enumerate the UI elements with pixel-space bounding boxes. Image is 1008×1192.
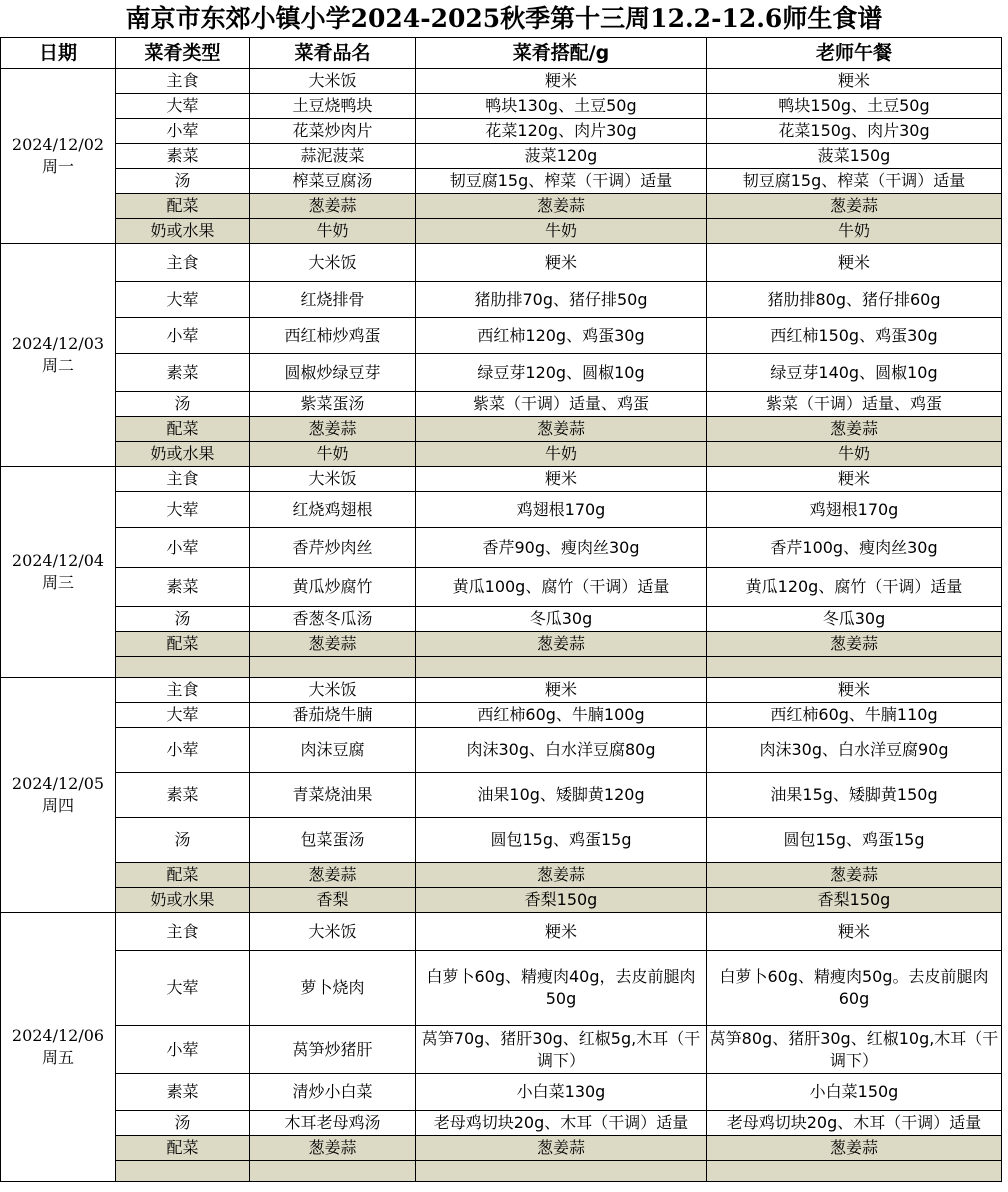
teacher-lunch-cell: 西红柿150g、鸡蛋30g	[707, 318, 1002, 354]
dish-type-cell: 主食	[116, 678, 250, 703]
dish-name-cell: 肉沫豆腐	[250, 728, 416, 773]
date-cell: 2024/12/05 周四	[1, 678, 116, 913]
dish-name-cell: 榨菜豆腐汤	[250, 169, 416, 194]
dish-name-cell: 葱姜蒜	[250, 863, 416, 888]
dish-type-cell: 大荤	[116, 703, 250, 728]
header-row	[1, 38, 1002, 69]
dish-type-cell: 配菜	[116, 194, 250, 219]
teacher-lunch-cell: 鸭块150g、土豆50g	[707, 94, 1002, 119]
dish-type-cell: 大荤	[116, 492, 250, 528]
ingredients-cell: 粳米	[416, 69, 707, 94]
ingredients-cell: 鸡翅根170g	[416, 492, 707, 528]
dish-type-cell: 素菜	[116, 1074, 250, 1111]
dish-type-cell: 汤	[116, 607, 250, 632]
dish-name-cell: 葱姜蒜	[250, 194, 416, 219]
ingredients-cell: 香芹90g、瘦肉丝30g	[416, 528, 707, 568]
ingredients-cell: 冬瓜30g	[416, 607, 707, 632]
dish-name-cell: 圆椒炒绿豆芽	[250, 354, 416, 392]
dish-name-cell: 萝卜烧肉	[250, 951, 416, 1026]
ingredients-cell: 猪肋排70g、猪仔排50g	[416, 282, 707, 318]
table-row	[1, 1074, 1002, 1111]
ingredients-cell: 葱姜蒜	[416, 417, 707, 442]
dish-name-cell: 包菜蛋汤	[250, 818, 416, 863]
teacher-lunch-cell: 香芹100g、瘦肉丝30g	[707, 528, 1002, 568]
table-row	[1, 678, 1002, 703]
ingredients-cell: 小白菜130g	[416, 1074, 707, 1111]
date-cell: 2024/12/06 周五	[1, 913, 116, 1182]
dish-name-cell: 香芹炒肉丝	[250, 528, 416, 568]
teacher-lunch-cell: 老母鸡切块20g、木耳（干调）适量	[707, 1111, 1002, 1136]
teacher-lunch-cell: 油果15g、矮脚黄150g	[707, 773, 1002, 818]
teacher-lunch-cell: 小白菜150g	[707, 1074, 1002, 1111]
table-row	[1, 773, 1002, 818]
dish-type-cell	[116, 1161, 250, 1182]
dish-name-cell: 大米饭	[250, 467, 416, 492]
ingredients-cell: 粳米	[416, 913, 707, 951]
dish-name-cell	[250, 1161, 416, 1182]
header-teacher-lunch: 老师午餐	[707, 38, 1002, 69]
header-dish-name: 菜肴品名	[250, 38, 416, 69]
dish-name-cell: 青菜烧油果	[250, 773, 416, 818]
header-ingredients: 菜肴搭配/g	[416, 38, 707, 69]
table-row	[1, 282, 1002, 318]
teacher-lunch-cell: 圆包15g、鸡蛋15g	[707, 818, 1002, 863]
table-row	[1, 194, 1002, 219]
dish-name-cell: 莴笋炒猪肝	[250, 1026, 416, 1074]
teacher-lunch-cell: 黄瓜120g、腐竹（干调）适量	[707, 568, 1002, 607]
dish-name-cell: 葱姜蒜	[250, 1136, 416, 1161]
ingredients-cell: 绿豆芽120g、圆椒10g	[416, 354, 707, 392]
ingredients-cell: 西红柿120g、鸡蛋30g	[416, 318, 707, 354]
dish-type-cell: 小荤	[116, 728, 250, 773]
date-cell: 2024/12/02 周一	[1, 69, 116, 244]
teacher-lunch-cell: 绿豆芽140g、圆椒10g	[707, 354, 1002, 392]
table-row	[1, 703, 1002, 728]
dish-type-cell: 大荤	[116, 94, 250, 119]
header-date: 日期	[1, 38, 116, 69]
dish-name-cell: 大米饭	[250, 69, 416, 94]
table-row	[1, 442, 1002, 467]
table-row	[1, 244, 1002, 282]
ingredients-cell: 油果10g、矮脚黄120g	[416, 773, 707, 818]
ingredients-cell: 黄瓜100g、腐竹（干调）适量	[416, 568, 707, 607]
dish-type-cell: 大荤	[116, 282, 250, 318]
dish-type-cell: 主食	[116, 244, 250, 282]
teacher-lunch-cell: 西红柿60g、牛腩110g	[707, 703, 1002, 728]
ingredients-cell: 粳米	[416, 678, 707, 703]
ingredients-cell: 粳米	[416, 467, 707, 492]
table-row	[1, 492, 1002, 528]
dish-type-cell: 素菜	[116, 773, 250, 818]
dish-type-cell: 小荤	[116, 528, 250, 568]
table-row	[1, 657, 1002, 678]
table-row	[1, 951, 1002, 1026]
table-row	[1, 913, 1002, 951]
table-row	[1, 1111, 1002, 1136]
table-row	[1, 728, 1002, 773]
ingredients-cell: 牛奶	[416, 219, 707, 244]
teacher-lunch-cell: 花菜150g、肉片30g	[707, 119, 1002, 144]
dish-name-cell: 花菜炒肉片	[250, 119, 416, 144]
teacher-lunch-cell: 猪肋排80g、猪仔排60g	[707, 282, 1002, 318]
dish-name-cell: 香梨	[250, 888, 416, 913]
table-row	[1, 607, 1002, 632]
dish-type-cell: 汤	[116, 818, 250, 863]
dish-type-cell: 奶或水果	[116, 442, 250, 467]
teacher-lunch-cell: 葱姜蒜	[707, 1136, 1002, 1161]
dish-name-cell: 红烧排骨	[250, 282, 416, 318]
dish-name-cell: 番茄烧牛腩	[250, 703, 416, 728]
ingredients-cell: 花菜120g、肉片30g	[416, 119, 707, 144]
ingredients-cell: 葱姜蒜	[416, 632, 707, 657]
table-row	[1, 169, 1002, 194]
dish-name-cell: 紫菜蛋汤	[250, 392, 416, 417]
table-row	[1, 888, 1002, 913]
dish-type-cell: 奶或水果	[116, 888, 250, 913]
dish-name-cell: 香葱冬瓜汤	[250, 607, 416, 632]
dish-type-cell: 小荤	[116, 1026, 250, 1074]
ingredients-cell: 葱姜蒜	[416, 194, 707, 219]
dish-name-cell: 大米饭	[250, 678, 416, 703]
teacher-lunch-cell: 紫菜（干调）适量、鸡蛋	[707, 392, 1002, 417]
ingredients-cell: 鸭块130g、土豆50g	[416, 94, 707, 119]
teacher-lunch-cell: 肉沫30g、白水洋豆腐90g	[707, 728, 1002, 773]
dish-type-cell: 素菜	[116, 568, 250, 607]
dish-type-cell: 主食	[116, 467, 250, 492]
dish-type-cell: 素菜	[116, 144, 250, 169]
menu-table	[0, 37, 1002, 1182]
dish-name-cell: 大米饭	[250, 913, 416, 951]
dish-name-cell: 牛奶	[250, 219, 416, 244]
dish-type-cell: 配菜	[116, 1136, 250, 1161]
dish-name-cell: 葱姜蒜	[250, 632, 416, 657]
table-row	[1, 69, 1002, 94]
table-row	[1, 528, 1002, 568]
teacher-lunch-cell: 粳米	[707, 678, 1002, 703]
dish-type-cell: 汤	[116, 1111, 250, 1136]
ingredients-cell	[416, 1161, 707, 1182]
dish-type-cell: 配菜	[116, 417, 250, 442]
dish-name-cell: 木耳老母鸡汤	[250, 1111, 416, 1136]
dish-type-cell: 奶或水果	[116, 219, 250, 244]
teacher-lunch-cell	[707, 657, 1002, 678]
ingredients-cell: 葱姜蒜	[416, 863, 707, 888]
dish-name-cell: 黄瓜炒腐竹	[250, 568, 416, 607]
dish-type-cell: 大荤	[116, 951, 250, 1026]
teacher-lunch-cell: 香梨150g	[707, 888, 1002, 913]
table-row	[1, 1026, 1002, 1074]
table-row	[1, 144, 1002, 169]
teacher-lunch-cell: 莴笋80g、猪肝30g、红椒10g,木耳（干调下）	[707, 1026, 1002, 1074]
header-dish-type: 菜肴类型	[116, 38, 250, 69]
ingredients-cell: 老母鸡切块20g、木耳（干调）适量	[416, 1111, 707, 1136]
ingredients-cell: 粳米	[416, 244, 707, 282]
dish-name-cell: 葱姜蒜	[250, 417, 416, 442]
ingredients-cell: 韧豆腐15g、榨菜（干调）适量	[416, 169, 707, 194]
dish-type-cell: 主食	[116, 913, 250, 951]
table-row	[1, 1136, 1002, 1161]
teacher-lunch-cell: 粳米	[707, 913, 1002, 951]
table-row	[1, 219, 1002, 244]
teacher-lunch-cell: 粳米	[707, 467, 1002, 492]
dish-type-cell: 汤	[116, 392, 250, 417]
table-row	[1, 119, 1002, 144]
table-row	[1, 94, 1002, 119]
dish-type-cell: 小荤	[116, 318, 250, 354]
dish-name-cell: 西红柿炒鸡蛋	[250, 318, 416, 354]
teacher-lunch-cell: 白萝卜60g、精瘦肉50g。去皮前腿肉60g	[707, 951, 1002, 1026]
table-row	[1, 417, 1002, 442]
dish-type-cell: 素菜	[116, 354, 250, 392]
dish-type-cell: 配菜	[116, 863, 250, 888]
date-cell: 2024/12/03 周二	[1, 244, 116, 467]
table-row	[1, 1161, 1002, 1182]
ingredients-cell: 葱姜蒜	[416, 1136, 707, 1161]
table-row	[1, 354, 1002, 392]
dish-name-cell	[250, 657, 416, 678]
dish-name-cell: 牛奶	[250, 442, 416, 467]
teacher-lunch-cell: 葱姜蒜	[707, 417, 1002, 442]
teacher-lunch-cell: 牛奶	[707, 442, 1002, 467]
table-row	[1, 818, 1002, 863]
table-row	[1, 467, 1002, 492]
teacher-lunch-cell: 菠菜150g	[707, 144, 1002, 169]
table-row	[1, 632, 1002, 657]
ingredients-cell: 肉沫30g、白水洋豆腐80g	[416, 728, 707, 773]
ingredients-cell: 香梨150g	[416, 888, 707, 913]
ingredients-cell: 牛奶	[416, 442, 707, 467]
teacher-lunch-cell: 冬瓜30g	[707, 607, 1002, 632]
table-row	[1, 392, 1002, 417]
menu-body	[1, 69, 1002, 1182]
dish-name-cell: 红烧鸡翅根	[250, 492, 416, 528]
ingredients-cell: 莴笋70g、猪肝30g、红椒5g,木耳（干调下）	[416, 1026, 707, 1074]
teacher-lunch-cell: 牛奶	[707, 219, 1002, 244]
teacher-lunch-cell: 粳米	[707, 244, 1002, 282]
dish-type-cell: 配菜	[116, 632, 250, 657]
dish-type-cell	[116, 657, 250, 678]
teacher-lunch-cell: 粳米	[707, 69, 1002, 94]
dish-type-cell: 汤	[116, 169, 250, 194]
date-cell: 2024/12/04 周三	[1, 467, 116, 678]
dish-name-cell: 土豆烧鸭块	[250, 94, 416, 119]
page-title: 南京市东郊小镇小学2024-2025秋季第十三周12.2-12.6师生食谱	[125, 4, 883, 33]
teacher-lunch-cell	[707, 1161, 1002, 1182]
teacher-lunch-cell: 葱姜蒜	[707, 194, 1002, 219]
teacher-lunch-cell: 葱姜蒜	[707, 863, 1002, 888]
dish-type-cell: 小荤	[116, 119, 250, 144]
dish-name-cell: 大米饭	[250, 244, 416, 282]
ingredients-cell	[416, 657, 707, 678]
ingredients-cell: 紫菜（干调）适量、鸡蛋	[416, 392, 707, 417]
ingredients-cell: 白萝卜60g、精瘦肉40g，去皮前腿肉50g	[416, 951, 707, 1026]
dish-name-cell: 蒜泥菠菜	[250, 144, 416, 169]
table-row	[1, 863, 1002, 888]
dish-name-cell: 清炒小白菜	[250, 1074, 416, 1111]
teacher-lunch-cell: 韧豆腐15g、榨菜（干调）适量	[707, 169, 1002, 194]
table-row	[1, 568, 1002, 607]
ingredients-cell: 菠菜120g	[416, 144, 707, 169]
ingredients-cell: 西红柿60g、牛腩100g	[416, 703, 707, 728]
teacher-lunch-cell: 鸡翅根170g	[707, 492, 1002, 528]
ingredients-cell: 圆包15g、鸡蛋15g	[416, 818, 707, 863]
table-row	[1, 318, 1002, 354]
teacher-lunch-cell: 葱姜蒜	[707, 632, 1002, 657]
dish-type-cell: 主食	[116, 69, 250, 94]
